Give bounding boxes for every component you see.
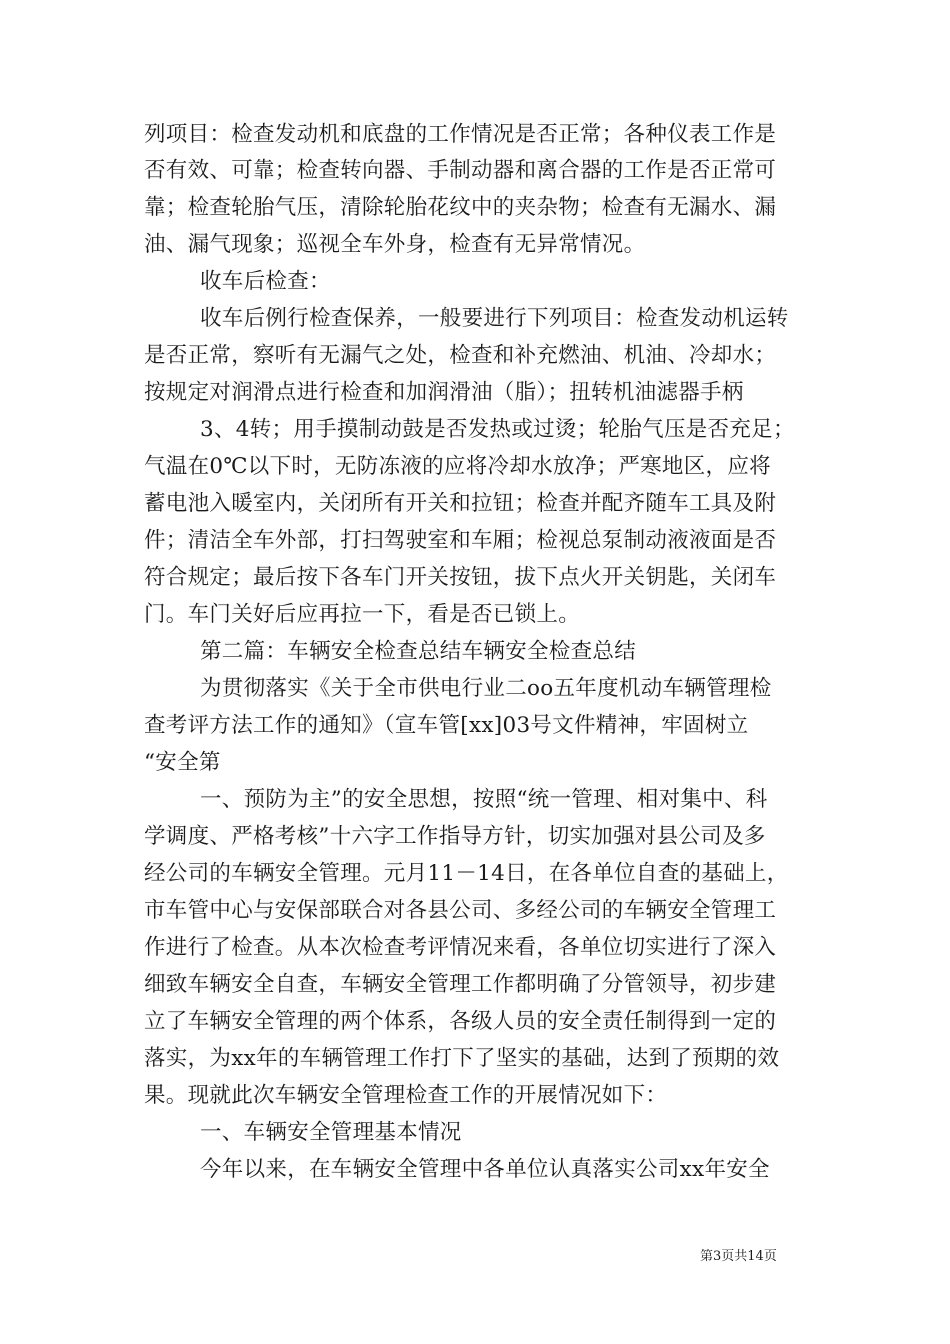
text-line: 落实，为xx年的车辆管理工作打下了坚实的基础，达到了预期的效 <box>144 1046 780 1071</box>
text-line: 果。现就此次车辆安全管理检查工作的开展情况如下： <box>144 1083 668 1108</box>
text-line: 细致车辆安全自查，车辆安全管理工作都明确了分管领导，初步建 <box>144 972 777 997</box>
text-line: 气温在0℃以下时，无防冻液的应将冷却水放净；严寒地区，应将 <box>144 454 771 479</box>
text-line: 收车后例行检查保养，一般要进行下列项目：检查发动机运转 <box>200 306 789 331</box>
text-line: “安全第 <box>144 750 221 775</box>
text-line: 靠；检查轮胎气压，清除轮胎花纹中的夹杂物；检查有无漏水、漏 <box>144 195 777 220</box>
text-line: 油、漏气现象；巡视全车外身，检查有无异常情况。 <box>144 232 646 257</box>
text-line: 是否正常，察听有无漏气之处，检查和补充燃油、机油、冷却水； <box>144 343 777 368</box>
chapter-title: 第二篇：车辆安全检查总结车辆安全检查总结 <box>200 639 637 664</box>
text-line: 为贯彻落实《关于全市供电行业二oo五年度机动车辆管理检 <box>200 676 772 701</box>
section-heading: 一、车辆安全管理基本情况 <box>200 1120 462 1145</box>
text-line: 市车管中心与安保部联合对各县公司、多经公司的车辆安全管理工 <box>144 898 777 923</box>
text-line: 列项目：检查发动机和底盘的工作情况是否正常；各种仪表工作是 <box>144 122 777 147</box>
text-line: 经公司的车辆安全管理。元月11－14日，在各单位自查的基础上， <box>144 861 789 886</box>
text-line: 学调度、严格考核”十六字工作指导方针，切实加强对县公司及多 <box>144 824 766 849</box>
text-line: 符合规定；最后按下各车门开关按钮，拔下点火开关钥匙，关闭车 <box>144 565 777 590</box>
text-line: 立了车辆安全管理的两个体系，各级人员的安全责任制得到一定的 <box>144 1009 777 1034</box>
text-line: 蓄电池入暖室内，关闭所有开关和拉钮；检查并配齐随车工具及附 <box>144 491 777 516</box>
section-heading: 收车后检查： <box>200 269 331 294</box>
page-number-footer: 第3页共14页 <box>700 1249 777 1264</box>
text-line: 3、4转；用手摸制动鼓是否发热或过烫；轮胎气压是否充足； <box>200 417 795 442</box>
text-line: 否有效、可靠；检查转向器、手制动器和离合器的工作是否正常可 <box>144 158 777 183</box>
text-line: 按规定对润滑点进行检查和加润滑油（脂）；扭转机油滤器手柄 <box>144 380 744 405</box>
text-line: 一、预防为主”的安全思想，按照“统一管理、相对集中、科 <box>200 787 768 812</box>
text-line: 今年以来，在车辆安全管理中各单位认真落实公司xx年安全 <box>200 1157 770 1182</box>
text-line: 件；清洁全车外部，打扫驾驶室和车厢；检视总泵制动液液面是否 <box>144 528 777 553</box>
text-line: 作进行了检查。从本次检查考评情况来看，各单位切实进行了深入 <box>144 935 777 960</box>
text-line: 查考评方法工作的通知》（宣车管[xx]03号文件精神，牢固树立 <box>144 713 749 738</box>
text-line: 门。车门关好后应再拉一下，看是否已锁上。 <box>144 602 581 627</box>
